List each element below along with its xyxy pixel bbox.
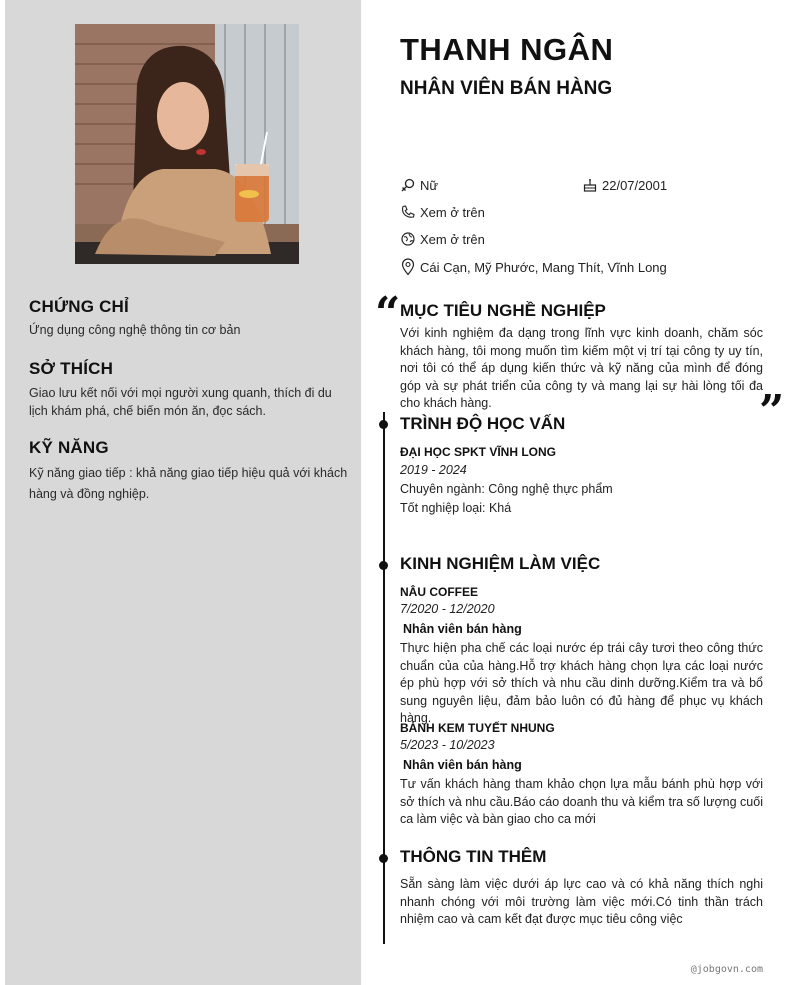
job-company: NÂU COFFEE — [400, 585, 478, 599]
hobbies-section — [29, 359, 349, 420]
location-pin-icon — [400, 258, 416, 276]
education-major: Chuyên ngành: Công nghệ thực phẩm — [400, 482, 613, 496]
skills-section — [29, 438, 349, 505]
job-period: 7/2020 - 12/2020 — [400, 602, 495, 616]
birthday-info — [582, 177, 667, 193]
gender-value: Nữ — [420, 177, 439, 193]
hobbies-text: Giao lưu kết nối với mọi người xung quanh, thích đi du lịch khám phá, chế biến món ăn, đọc sách. — [29, 386, 332, 418]
watermark-credit: @jobgovn.com — [690, 964, 763, 975]
birthday-cake-icon — [582, 177, 598, 193]
address-info — [400, 258, 667, 276]
education-grade: Tốt nghiệp loại: Khá — [400, 501, 512, 515]
candidate-position: NHÂN VIÊN BÁN HÀNG — [400, 78, 613, 99]
open-quote-icon: “ — [375, 288, 401, 339]
certificates-text: Ứng dụng công nghệ thông tin cơ bản — [29, 323, 241, 337]
experience-heading: KINH NGHIỆM LÀM VIỆC — [400, 554, 601, 573]
close-quote-icon: ” — [759, 386, 785, 437]
school-name: ĐẠI HỌC SPKT VĨNH LONG — [400, 445, 557, 459]
profile-photo-image — [75, 24, 299, 264]
additional-info-heading: THÔNG TIN THÊM — [400, 847, 547, 866]
email-globe-icon — [400, 231, 416, 247]
skills-heading: KỸ NĂNG — [29, 438, 109, 457]
education-heading: TRÌNH ĐỘ HỌC VẤN — [400, 414, 566, 433]
phone-value[interactable]: Xem ở trên — [420, 204, 485, 220]
timeline-line — [383, 412, 385, 944]
timeline-dot — [379, 854, 388, 863]
objective-text: Với kinh nghiệm đa dạng trong lĩnh vực kinh doanh, chăm sóc khách hàng, tôi mong muốn tìm kiếm một vị trí tại công ty uy tín, nơi tôi có thể áp dụng kiến thức và kỹ năng của mình để đóng góp và sự phát triển của công ty và mang lại sự hài lòng tối đa cho khách hàng. — [400, 326, 763, 410]
gender-info — [400, 177, 438, 193]
address-value: Cái Cạn, Mỹ Phước, Mang Thít, Vĩnh Long — [420, 259, 667, 275]
timeline-dot — [379, 420, 388, 429]
skills-text: Kỹ năng giao tiếp : khả năng giao tiếp hiệu quả với khách hàng và đồng nghiệp. — [29, 466, 348, 501]
gender-icon — [400, 177, 416, 193]
certificates-section — [29, 297, 349, 341]
job-period: 5/2023 - 10/2023 — [400, 738, 495, 752]
job-role: Nhân viên bán hàng — [403, 622, 522, 636]
phone-icon — [400, 204, 416, 220]
profile-photo — [75, 24, 299, 264]
job-company: BÁNH KEM TUYẾT NHUNG — [400, 721, 555, 735]
education-period: 2019 - 2024 — [400, 463, 467, 477]
candidate-name: THANH NGÂN — [400, 32, 614, 67]
certificates-heading: CHỨNG CHỈ — [29, 297, 129, 316]
job-role: Nhân viên bán hàng — [403, 758, 522, 772]
hobbies-heading: SỞ THÍCH — [29, 359, 114, 378]
additional-info-text: Sẵn sàng làm việc dưới áp lực cao và có khả năng thích nghi nhanh chóng với môi trường làm việc mới.Có tinh thần trách nhiệm cao và cam kết đạt được mục tiêu công việc — [400, 877, 763, 926]
job-description: Thực hiện pha chế các loại nước ép trái cây tươi theo công thức chuẩn của của hàng.Hỗ trợ khách hàng chọn lựa các loại nước ép phù hợp với sở thích và nhu cầu dinh dưỡng.Kiểm tra và bổ sung nguyên liệu, đảm bảo luôn có đủ hàng để phục vụ khách hàng. — [400, 641, 763, 725]
email-value[interactable]: Xem ở trên — [420, 231, 485, 247]
sidebar — [5, 0, 361, 985]
birthday-value: 22/07/2001 — [602, 177, 668, 193]
timeline-dot — [379, 561, 388, 570]
main-content — [361, 0, 800, 985]
objective-heading: MỤC TIÊU NGHỀ NGHIỆP — [400, 301, 606, 320]
phone-info — [400, 204, 485, 220]
job-description: Tư vấn khách hàng tham khảo chọn lựa mẫu bánh phù hợp với sở thích và nhu cầu.Báo cáo doanh thu và kiểm tra số lượng cuối ca làm việc và bàn giao cho ca mới — [400, 777, 763, 826]
email-info — [400, 231, 485, 247]
